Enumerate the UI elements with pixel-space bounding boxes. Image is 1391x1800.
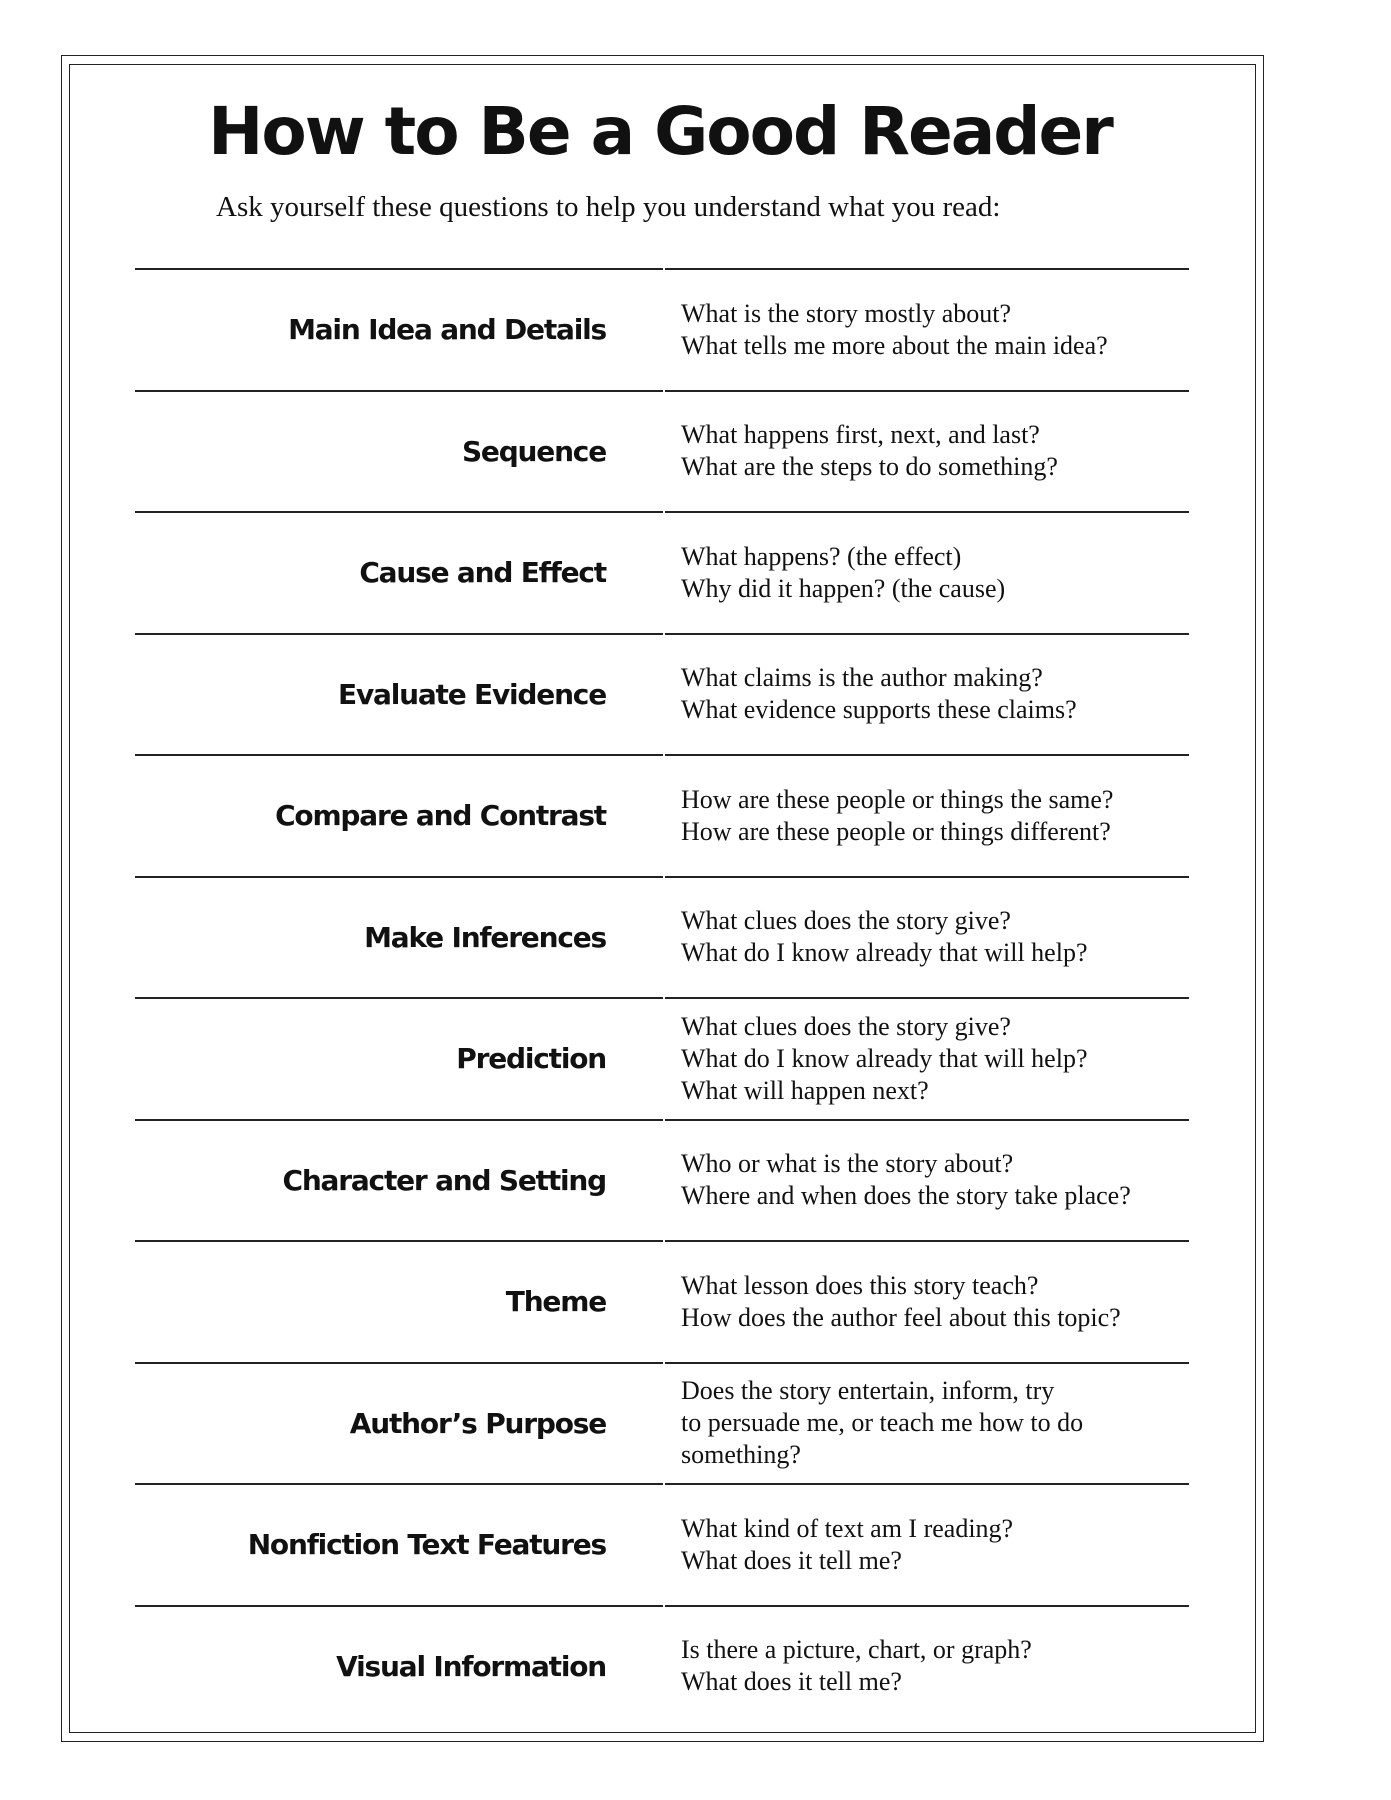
page-subtitle: Ask yourself these questions to help you understand what you read: [216,191,1001,223]
question-line: Who or what is the story about? [681,1149,1014,1178]
question-line: What happens? (the effect) [681,541,962,571]
question-line: What is the story mostly about? [681,298,1012,328]
strategy-questions [681,392,1189,511]
question-line: Does the story entertain, inform, try [681,1376,1055,1405]
question-line: What happens first, next, and last? [681,420,1040,449]
question-line: How does the author feel about this topic? [681,1302,1121,1332]
row-divider-gap [663,1118,665,1121]
strategy-questions [681,999,1189,1118]
question-line: How are these people or things the same? [681,784,1114,814]
row-divider-gap [663,875,665,878]
reading-strategies-table [135,268,1189,1726]
row-divider-gap [663,632,665,635]
question-line: What will happen next? [681,1075,929,1105]
row-divider-gap [663,1239,665,1242]
table-row [135,1483,1189,1605]
row-divider-gap [663,753,665,756]
strategy-questions [681,1607,1189,1726]
question-line: to persuade me, or teach me how to do [681,1408,1084,1437]
question-line: What clues does the story give? [681,1011,1011,1041]
question-line: What do I know already that will help? [681,938,1088,967]
strategy-label: Visual Information [336,1649,606,1683]
strategy-label: Theme [505,1285,606,1318]
strategy-questions [681,756,1189,875]
strategy-questions [681,513,1189,632]
table-row [135,876,1189,998]
strategy-label: Main Idea and Details [288,313,606,346]
row-divider-gap [663,510,665,513]
question-line: What kind of text am I reading? [681,1513,1014,1543]
table-row [135,754,1189,876]
strategy-label: Nonfiction Text Features [247,1528,606,1561]
table-row [135,1119,1189,1241]
row-divider-gap [663,996,665,999]
page-title: How to Be a Good Reader [208,93,1112,170]
question-line: Is there a picture, chart, or graph? [681,1635,1032,1664]
strategy-questions [681,635,1189,754]
table-row [135,1362,1189,1484]
strategy-label: Make Inferences [364,920,606,954]
question-line: something? [681,1440,801,1469]
strategy-label: Author’s Purpose [349,1406,606,1440]
question-line: What are the steps to do something? [681,452,1058,481]
strategy-label: Character and Setting [282,1163,606,1197]
table-row [135,1605,1189,1727]
strategy-questions [681,1121,1189,1240]
question-line: How are these people or things different? [681,816,1111,846]
row-divider-gap [663,1482,665,1485]
strategy-questions [681,1364,1189,1483]
strategy-label: Cause and Effect [359,556,606,589]
question-line: What claims is the author making? [681,663,1043,692]
table-row [135,1240,1189,1362]
table-row [135,997,1189,1119]
row-divider-gap [663,267,665,270]
row-divider-gap [663,1361,665,1364]
question-line: What clues does the story give? [681,906,1011,935]
table-row [135,268,1189,390]
row-divider-gap [663,389,665,392]
table-row [135,633,1189,755]
strategy-questions [681,270,1189,389]
question-line: What do I know already that will help? [681,1043,1088,1073]
strategy-label: Evaluate Evidence [338,677,606,711]
strategy-label: Sequence [461,434,606,468]
question-line: Why did it happen? (the cause) [681,573,1006,603]
question-line: What tells me more about the main idea? [681,330,1108,360]
question-line: What evidence supports these claims? [681,695,1077,724]
table-row [135,390,1189,512]
strategy-questions [681,1485,1189,1604]
question-line: What does it tell me? [681,1667,902,1696]
question-line: What lesson does this story teach? [681,1270,1039,1300]
strategy-questions [681,1242,1189,1361]
table-row [135,511,1189,633]
strategy-label: Compare and Contrast [275,799,606,832]
strategy-label: Prediction [456,1042,606,1075]
question-line: What does it tell me? [681,1545,902,1575]
row-divider-gap [663,1604,665,1607]
strategy-questions [681,878,1189,997]
question-line: Where and when does the story take place? [681,1181,1131,1210]
